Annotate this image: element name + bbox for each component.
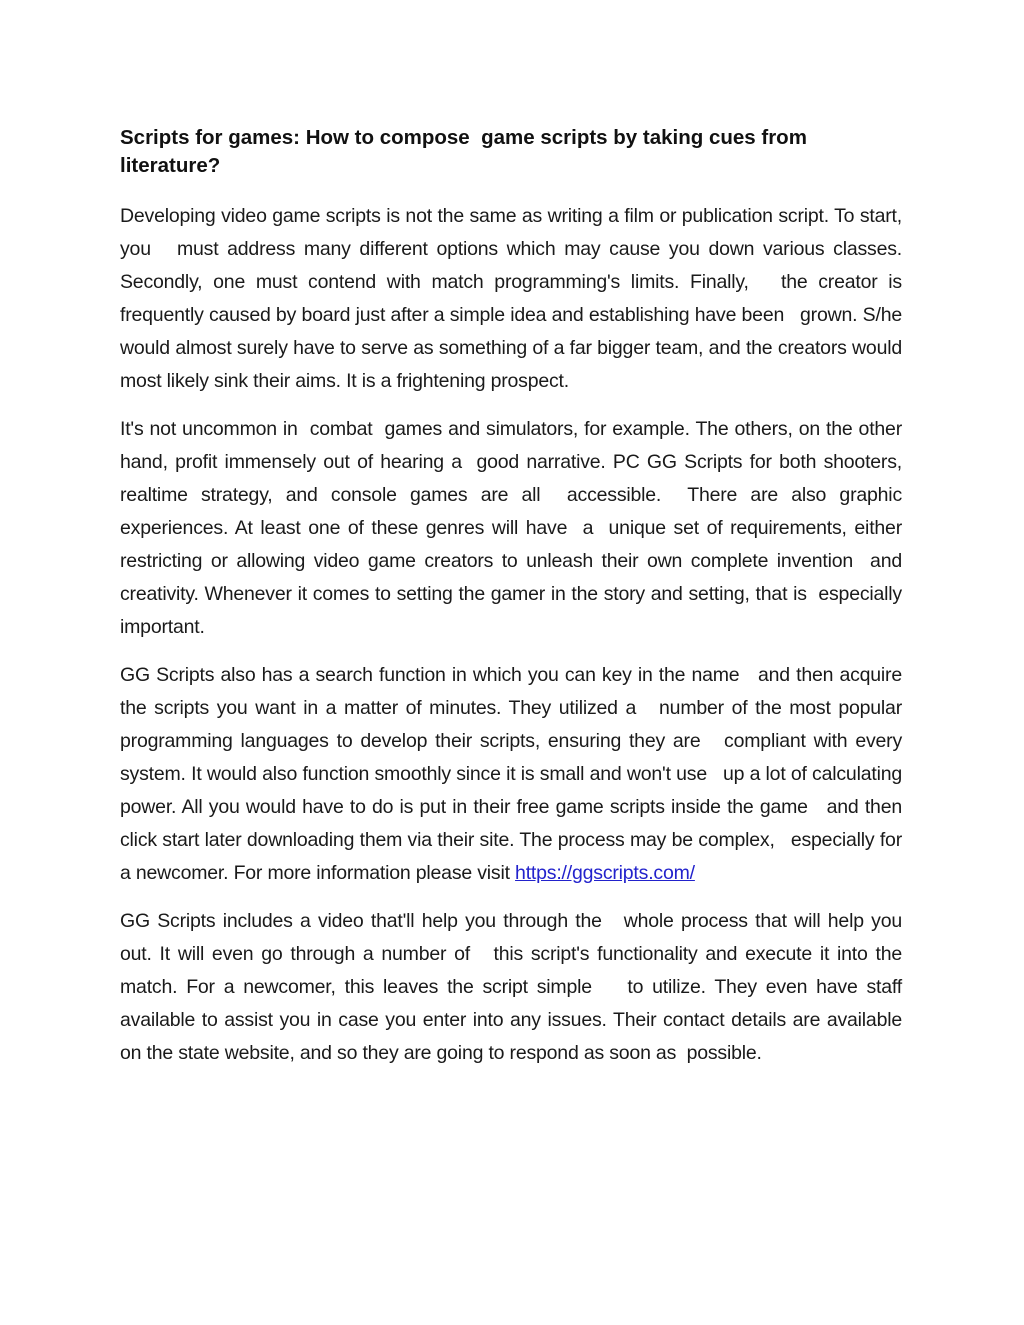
paragraph-4 bbox=[120, 905, 908, 1070]
document-title: Scripts for games: How to compose game scripts by taking cues from literature? bbox=[120, 126, 813, 177]
paragraph-3-text: GG Scripts also has a search function in which you can key in the name and then acquire the scripts you want in a matter of minutes. They utilized a number of the most popular programming languages to develop their scripts, ensuring they are compliant with every system. It would also function smoothly since it is small and won't use up a lot of calculating power. All you would have to do is put in their free game scripts inside the game and then click start later downloading them via their site. The process may be complex, especially for a newcomer. For more information please visit bbox=[120, 664, 908, 884]
paragraph-2-text: It's not uncommon in combat games and simulators, for example. The others, on the other hand, profit immensely out of hearing a good narrative. PC GG Scripts for both shooters, realtime strategy, and console games are all accessible. There are also graphic experiences. At least one of these genres will have a unique set of requirements, either restricting or allowing video game creators to unleash their own complete invention and creativity. Whenever it comes to setting the gamer in the story and setting, that is especially important. bbox=[120, 418, 913, 638]
paragraph-3 bbox=[120, 659, 908, 890]
paragraph-2 bbox=[120, 413, 913, 644]
paragraph-4-text: GG Scripts includes a video that'll help you through the whole process that will help you out. It will even go through a number of this script's functionality and execute it into the match. For a newcomer, this leaves the script simple to utilize. They even have staff available to assist you in case you enter into any issues. Their contact details are available on the state website, and so they are going to respond as soon as possible. bbox=[120, 910, 908, 1064]
ggscripts-link[interactable]: https://ggscripts.com/ bbox=[515, 862, 695, 884]
paragraph-1-text: Developing video game scripts is not the same as writing a film or publication script. To start, you must address many different options which may cause you down various classes. Secondly, one must contend with match programming's limits. Finally, the creator is frequently caused by board just after a simple idea and establishing have been grown. S/he would almost surely have to serve as something of a far bigger team, and the creators would most likely sink their aims. It is a frightening prospect. bbox=[120, 205, 908, 392]
paragraph-1 bbox=[120, 200, 908, 398]
